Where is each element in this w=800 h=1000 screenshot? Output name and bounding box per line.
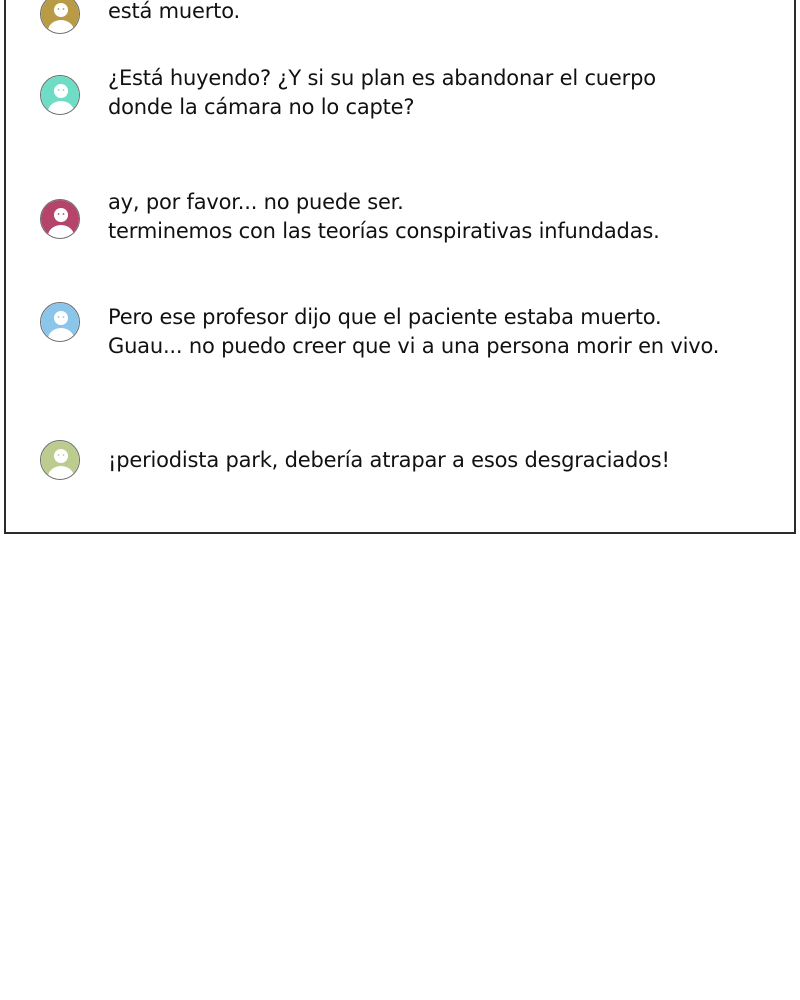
comment-text [108,303,768,361]
comment-line: Pero ese profesor dijo que el paciente estaba muerto. [108,305,662,329]
comment-line: está muerto. [108,0,240,23]
user-avatar-icon[interactable] [40,0,80,34]
comment-text [108,188,768,246]
comment-panel [4,0,796,534]
comment-line: donde la cámara no lo capte? [108,95,415,119]
comment-line: ¿Está huyendo? ¿Y si su plan es abandonar el cuerpo [108,66,656,90]
comment-line: ¡periodista park, debería atrapar a esos desgraciados! [108,448,670,472]
user-avatar-icon[interactable] [40,199,80,239]
user-avatar-icon[interactable] [40,440,80,480]
comment-line: ay, por favor... no puede ser. [108,190,404,214]
comment-line: Guau... no puedo creer que vi a una persona morir en vivo. [108,334,720,358]
user-avatar-icon[interactable] [40,75,80,115]
comment-text [108,0,768,26]
comment-text [108,446,768,475]
comment-text [108,64,768,122]
user-avatar-icon[interactable] [40,302,80,342]
comment-line: terminemos con las teorías conspirativas infundadas. [108,219,660,243]
